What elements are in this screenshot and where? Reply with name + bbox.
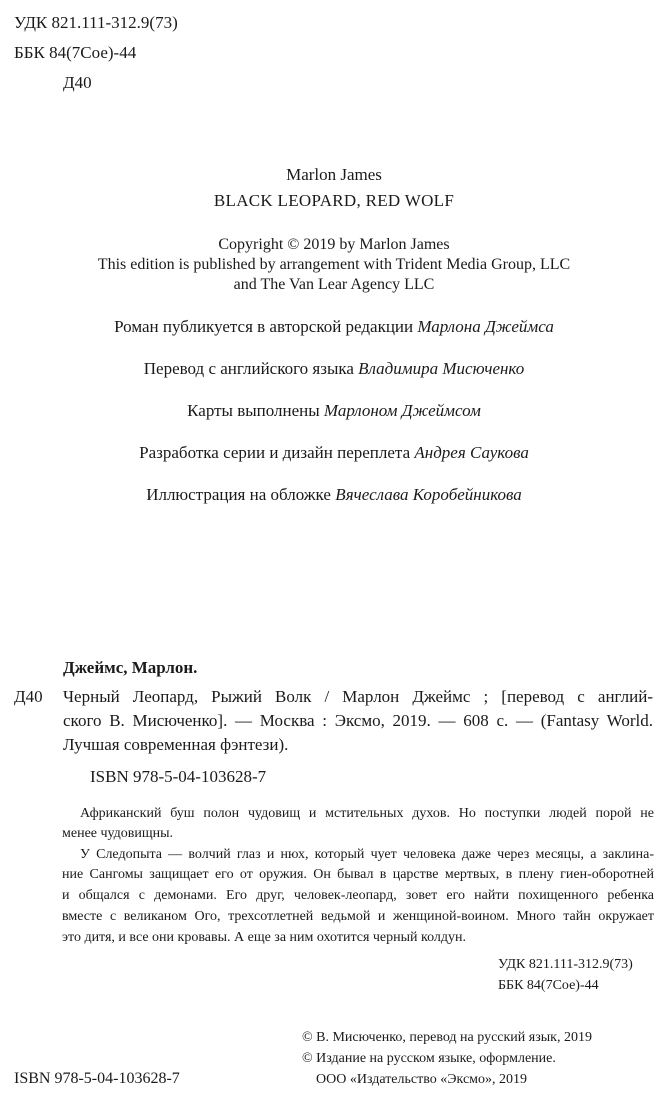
copyright-translation: © В. Мисюченко, перевод на русский язык, 2019 [302, 1030, 592, 1045]
bib-line-3: Лучшая современная фэнтези). [63, 735, 289, 754]
annotation-p2-line3: и общался с демонами. Его друг, человек-леопард, зовет его найти похищенного ребенка [62, 888, 654, 903]
credit-translator [0, 358, 668, 380]
original-author: Marlon James [286, 165, 382, 184]
annotation-p1-line1: Африканский буш полон чудовищ и мстительных духов. Но поступки людей порой не [80, 806, 654, 821]
copyright-publisher: ООО «Издательство «Эксмо», 2019 [316, 1072, 528, 1087]
edition-line-1: This edition is published by arrangement with Trident Media Group, LLC [97, 256, 571, 273]
credit-name: Марлона Джеймса [417, 317, 554, 336]
bib-code: Д40 [14, 687, 43, 706]
credit-design [0, 442, 668, 464]
credit-editor [0, 316, 668, 338]
annotation-p1-line2: менее чудовищны. [62, 826, 174, 841]
udk-code: УДК 821.111-312.9(73) [14, 13, 178, 32]
right-bbk-code: ББК 84(7Сое)-44 [498, 978, 599, 993]
bib-heading: Джеймс, Марлон. [63, 658, 198, 677]
footer-isbn: ISBN 978-5-04-103628-7 [14, 1070, 180, 1087]
credit-label: Роман публикуется в авторской редакции [114, 317, 418, 336]
bib-line-2: ского В. Мисюченко]. — Москва : Эксмо, 2019. — 608 с. — (Fantasy World. [63, 711, 653, 730]
annotation-p2-line1: У Следопыта — волчий глаз и нюх, который чует человека даже через месяцы, а заклина- [80, 847, 654, 862]
edition-line-2: and The Van Lear Agency LLC [233, 276, 435, 293]
annotation-p2-line4: вместе с великаном Ого, трехсотлетней ведьмой и женщиной-воином. Много тайн окружает [62, 909, 654, 924]
credit-name: Вячеслава Коробейникова [335, 485, 522, 504]
copyright-line: Copyright © 2019 by Marlon James [218, 236, 450, 253]
author-mark: Д40 [63, 73, 92, 92]
credit-maps [0, 400, 668, 422]
credit-label: Иллюстрация на обложке [146, 485, 336, 504]
bib-line-1: Черный Леопард, Рыжий Волк / Марлон Джеймс ; [перевод с англий- [63, 687, 653, 706]
annotation-p2-line5: это дитя, и все они кровавы. А еще за ним охотится черный колдун. [62, 930, 467, 945]
credit-label: Карты выполнены [187, 401, 324, 420]
right-udk-code: УДК 821.111-312.9(73) [498, 957, 633, 972]
copyright-edition: © Издание на русском языке, оформление. [302, 1051, 556, 1066]
original-title: BLACK LEOPARD, RED WOLF [213, 191, 455, 210]
credit-label: Разработка серии и дизайн переплета [139, 443, 415, 462]
credit-name: Марлоном Джеймсом [323, 401, 481, 420]
credit-illustration [0, 484, 668, 506]
credit-name: Владимира Мисюченко [358, 359, 525, 378]
credit-name: Андрея Саукова [414, 443, 529, 462]
bbk-code: ББК 84(7Сое)-44 [14, 43, 137, 62]
annotation-p2-line2: ние Сангомы защищает его от оружия. Он бывал в царстве мертвых, в плену гиен-оборотней [62, 867, 654, 882]
credit-label: Перевод с английского языка [143, 359, 359, 378]
bib-isbn: ISBN 978-5-04-103628-7 [90, 767, 267, 786]
